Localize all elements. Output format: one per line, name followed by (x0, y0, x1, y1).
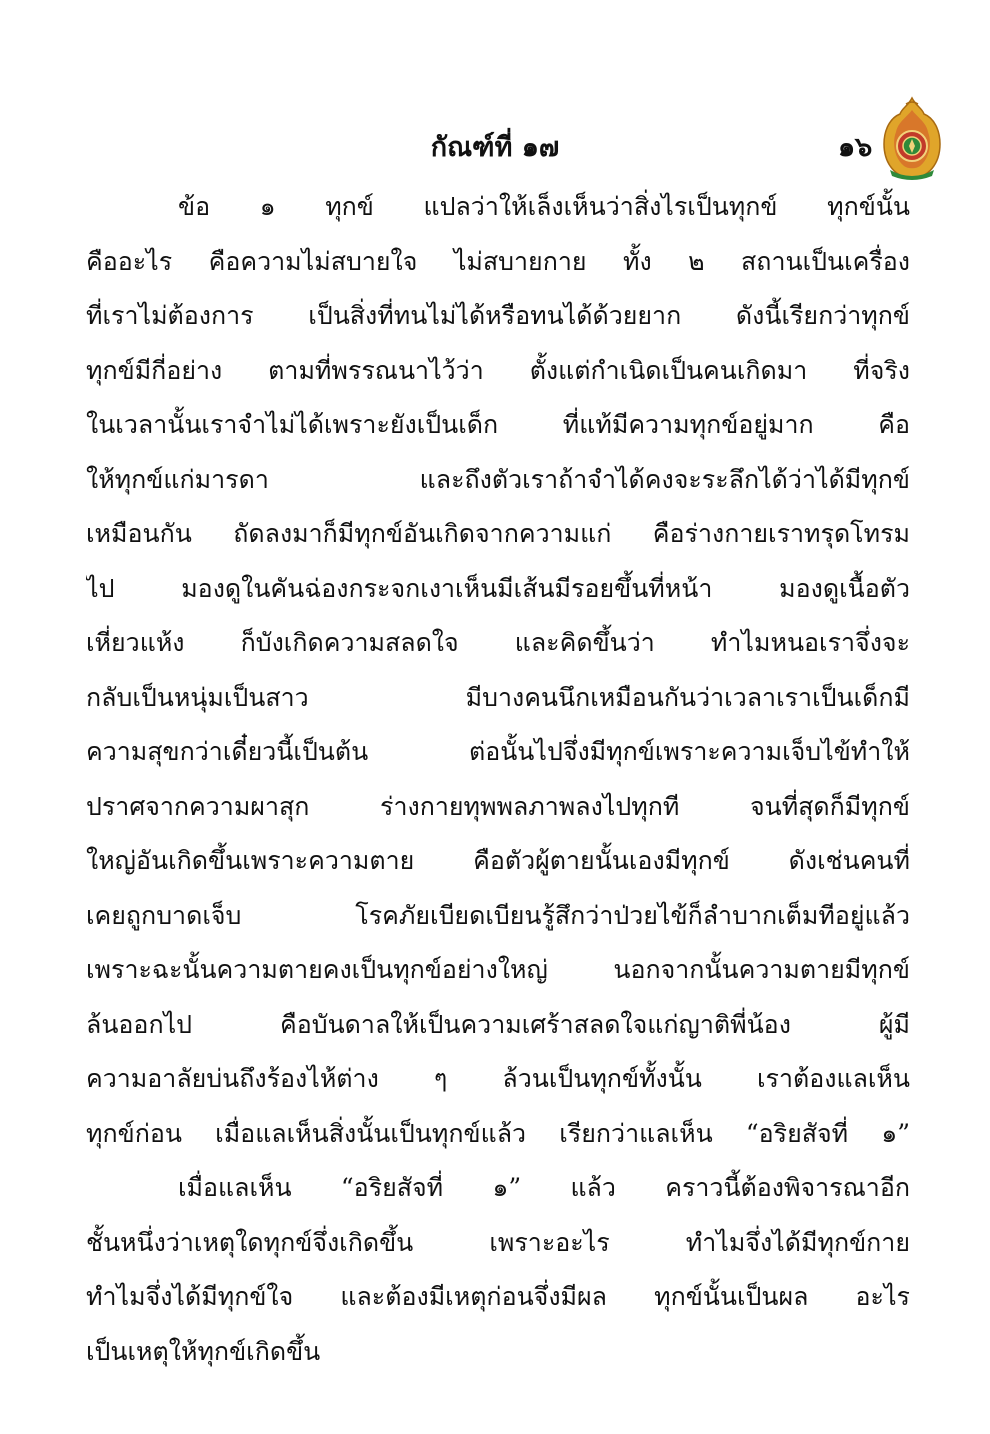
text-line: เพราะฉะนั้นความตายคงเป็นทุกข์อย่างใหญ่ นอกจากนั้นความตายมีทุกข์ (86, 955, 910, 984)
text-line: กลับเป็นหนุ่มเป็นสาว มีบางคนนึกเหมือนกันว่าเวลาเราเป็นเด็กมี (86, 682, 910, 712)
buddhist-emblem-icon (880, 96, 944, 180)
text-line: ทุกข์ก่อน เมื่อแลเห็นสิ่งนั้นเป็นทุกข์แล้ว เรียกว่าแลเห็น “อริยสัจที่ ๑” (86, 1118, 910, 1148)
text-line: ความอาลัยบ่นถึงร้องไห้ต่าง ๆ ล้วนเป็นทุกข์ทั้งนั้น เราต้องแลเห็น (86, 1064, 910, 1093)
text-line: ที่เราไม่ต้องการ เป็นสิ่งที่ทนไม่ได้หรือทนได้ด้วยยาก ดังนี้เรียกว่าทุกข์ (86, 301, 910, 330)
text-line: ใหญ่อันเกิดขึ้นเพราะความตาย คือตัวผู้ตายนั้นเองมีทุกข์ ดังเช่นคนที่ (86, 846, 910, 875)
text-line: ไป มองดูในคันฉ่องกระจกเงาเห็นมีเส้นมีรอยขึ้นที่หน้า มองดูเนื้อตัว (86, 573, 910, 603)
text-line: ในเวลานั้นเราจำไม่ได้เพราะยังเป็นเด็ก ที่แท้มีความทุกข์อยู่มาก คือ (86, 410, 910, 439)
text-line: คืออะไร คือความไม่สบายใจ ไม่สบายกาย ทั้ง ๒ สถานเป็นเครื่อง (86, 246, 910, 276)
text-line: ให้ทุกข์แก่มารดา และถึงตัวเราถ้าจำได้คงจะระลึกได้ว่าได้มีทุกข์ (86, 464, 910, 494)
text-line: ทุกข์มีกี่อย่าง ตามที่พรรณนาไว้ว่า ตั้งแต่กำเนิดเป็นคนเกิดมา ที่จริง (86, 355, 910, 385)
text-line: เป็นเหตุให้ทุกข์เกิดขึ้น (86, 1336, 321, 1366)
text-line: ข้อ ๑ ทุกข์ แปลว่าให้เล็งเห็นว่าสิ่งไรเป็นทุกข์ ทุกข์นั้น (178, 192, 910, 221)
text-line: ปราศจากความผาสุก ร่างกายทุพพลภาพลงไปทุกที จนที่สุดก็มีทุกข์ (86, 791, 910, 821)
text-line: เมื่อแลเห็น “อริยสัจที่ ๑” แล้ว คราวนี้ต้องพิจารณาอีก (178, 1173, 910, 1202)
page-title: กัณฑ์ที่ ๑๗ (430, 132, 560, 163)
text-line: ทำไมจึ่งได้มีทุกข์ใจ และต้องมีเหตุก่อนจึ่งมีผล ทุกข์นั้นเป็นผล อะไร (86, 1282, 910, 1311)
text-line: เหี่ยวแห้ง ก็บังเกิดความสลดใจ และคิดขึ้นว่า ทำไมหนอเราจึ่งจะ (86, 628, 910, 657)
text-line: ความสุขกว่าเดี๋ยวนี้เป็นต้น ต่อนั้นไปจึ่งมีทุกข์เพราะความเจ็บไข้ทำให้ (86, 737, 910, 766)
text-line: ล้นออกไป คือบันดาลให้เป็นความเศร้าสลดใจแก่ญาติพี่น้อง ผู้มี (86, 1009, 910, 1039)
text-line: เหมือนกัน ถัดลงมาก็มีทุกข์อันเกิดจากความแก่ คือร่างกายเราทรุดโทรม (86, 519, 910, 548)
body-text (86, 180, 910, 1379)
text-line: ชั้นหนึ่งว่าเหตุใดทุกข์จึ่งเกิดขึ้น เพราะอะไร ทำไมจึ่งได้มีทุกข์กาย (86, 1227, 910, 1257)
page-number: ๑๖ (838, 132, 873, 163)
text-line: เคยถูกบาดเจ็บ โรคภัยเบียดเบียนรู้สึกว่าป่วยไข้ก็ลำบากเต็มทีอยู่แล้ว (86, 900, 910, 930)
